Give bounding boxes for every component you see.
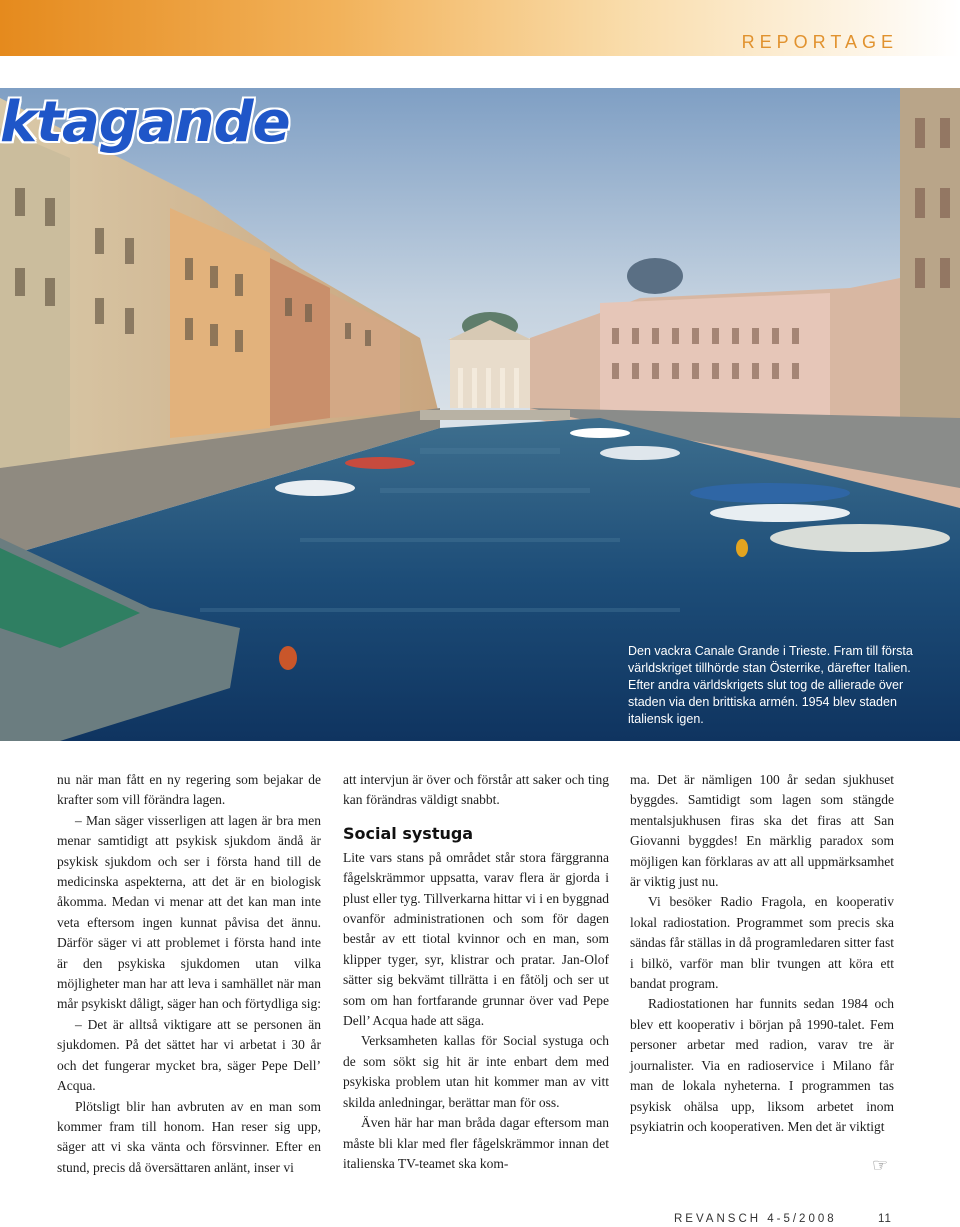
paragraph: nu när man fått en ny regering som bejakar de krafter som vill förändra lagen. bbox=[57, 772, 321, 808]
paragraph: Radiostationen har funnits sedan 1984 och blev ett kooperativ i början på 1990-talet. Fem personer arbetar med radion, varav tre är journalister. Via en radioservice i Milano får man de lokala nyheterna. I programmen tas psykisk ohälsa upp, liksom arbetet inom psykiatrin och kooperativen. Men det är viktigt bbox=[630, 996, 894, 1134]
paragraph: Vi besöker Radio Fragola, en kooperativ lokal radiostation. Programmet som precis ska sändas får ställas in då programledaren sitter fast i bilkö, varför man blir tvungen att köra ett bandat program. bbox=[630, 894, 894, 992]
photo-caption: Den vackra Canale Grande i Trieste. Fram till första världskriget tillhörde stan Österrike, därefter Italien. Efter andra världskrigets slut tog de allierade över staden via den brittiska armén. 1954 blev staden italiensk igen. bbox=[628, 644, 913, 726]
column-2 bbox=[343, 770, 609, 1174]
paragraph: Plötsligt blir han avbruten av en man som kommer fram till honom. Han reser sig upp, säger att vi ska vänta och försvinner. Efter en stund, precis då översättaren anlänt, inser vi bbox=[57, 1098, 321, 1175]
headline: ktagande bbox=[0, 90, 290, 155]
magazine-footer: REVANSCH 4-5/2008 bbox=[674, 1213, 837, 1225]
section-label: REPORTAGE bbox=[741, 32, 898, 52]
paragraph: att intervjun är över och förstår att saker och ting kan förändras väldigt snabbt. bbox=[343, 772, 609, 808]
paragraph: ma. Det är nämligen 100 år sedan sjukhuset byggdes. Samtidigt som lagen som stängde mentalsjukhusen firas ska det firas att San Giovanni byggdes! En märklig paradox som möjligen kan förklaras av att all uppmärksamhet är viktig just nu. bbox=[630, 772, 894, 890]
pointing-hand-icon: ☞ bbox=[872, 1155, 889, 1176]
paragraph: Även här har man bråda dagar eftersom man måste bli klar med fler fågelskrämmor innan det italienska TV-teamet ska kom- bbox=[343, 1115, 609, 1171]
paragraph: Lite vars stans på området står stora färggranna fågelskrämmor uppsatta, varav flera är gjorda i plust eller tyg. Tillverkarna hittar vi i en byggnad ovanför administrationen och som för dagen består av ett tiotal kvinnor och en man, som klipper tyger, syr, klistrar och pratar. Jan-Olof sätter sig bekvämt tillrätta i en fåtölj och ser ut som om han fortfarande grunnar över vad Pepe Dell’ Acqua hade att säga. bbox=[343, 849, 609, 1029]
column-1 bbox=[57, 770, 321, 1178]
subheading: Social systuga bbox=[343, 823, 474, 843]
paragraph: – Man säger visserligen att lagen är bra men menar samtidigt att psykisk sjukdom ändå är psykisk sjukdom och ser i första hand till de medicinska aspekterna, att det är en biologisk åkomma. Medan vi menar att det kan man inte veta eftersom ingen kunnat påvisa det ännu. Därför säger vi att problemet i första hand inte är den psykiska sjukdomen utan vilka möjligheter man har att leva i samhället när man mår psykiskt dåligt, säger han och förtydliga sig: bbox=[57, 812, 321, 1012]
paragraph: Verksamheten kallas för Social systuga och de som sökt sig hit är inte enbart dem med psykiska problem utan hit kommer man av vitt skilda anledningar, berättar man för oss. bbox=[343, 1033, 609, 1110]
page-number: 11 bbox=[878, 1213, 892, 1225]
column-3 bbox=[630, 770, 894, 1137]
paragraph: – Det är alltså viktigare att se personen än sjukdomen. På det sättet har vi arbetat i 30 år och det fungerar mycket bra, säger Pepe Dell’ Acqua. bbox=[57, 1016, 321, 1094]
